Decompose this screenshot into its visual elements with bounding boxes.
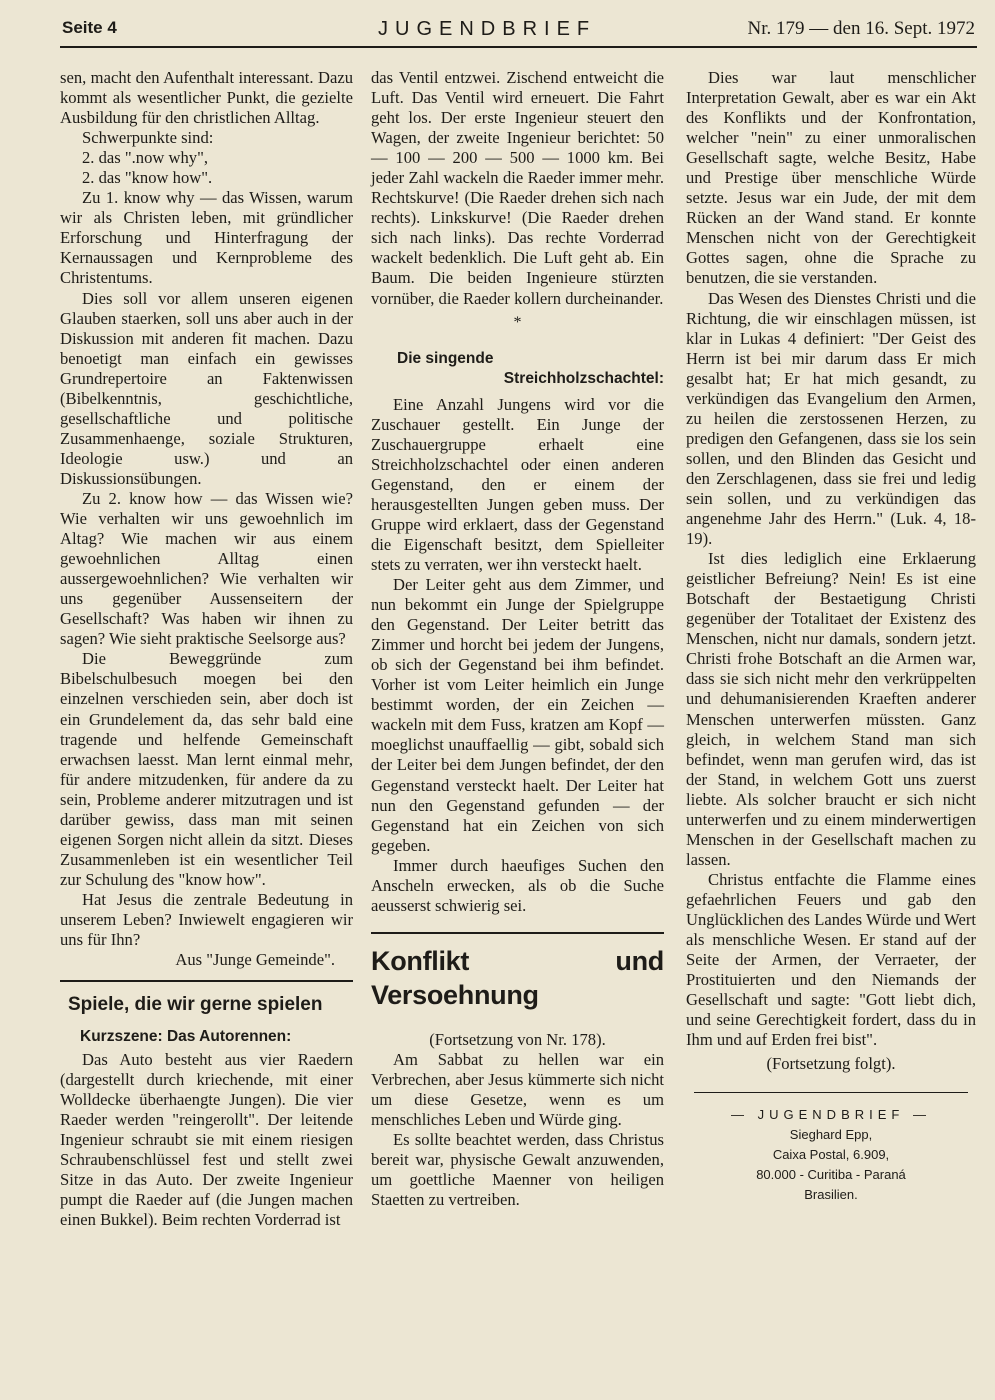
paragraph: Die Beweggründe zum Bibelschulbesuch moegen bei den einzelnen verschieden sein, aber doch ist ein Grundelement da, das sehr bald eine tragende und helfende Gemeinschaft erwachsen laesst. Man lernt einmal mehr, für andere mitzudenken, für andere da zu sein, Probleme anderer mitzutragen und ist darüber gewiss, dass man mit seinen eigenen Sorgen nicht allein da sitzt. Dieses Zusammenleben ist ein wesentlicher Teil zur Schulung des "know how". <box>60 649 353 889</box>
paragraph: Hat Jesus die zentrale Bedeutung in unserem Leben? Inwiewelt engagieren wir uns für Ihn? <box>60 889 353 950</box>
paragraph: Zu 2. know how — das Wissen wie? Wie verhalten wir uns gewoehnlich im Altag? Wie machen wir aus einem gewoehnlichen Alltag einen aussergewoehnlichen? Wie verhalten wir uns gegenüber Aussenseitern der Gesellschaft? Was haben wir ihnen zu sagen? Wie sieht praktische Seelsorge aus? <box>60 488 353 649</box>
imprint <box>686 1105 976 1205</box>
imprint-line: Brasilien. <box>804 1187 858 1203</box>
article-title: Konflikt und Versoehnung <box>371 945 664 1010</box>
issue-date: Nr. 179 — den 16. Sept. 1972 <box>747 18 975 39</box>
paragraph: Es sollte beachtet werden, dass Christus bereit war, physische Gewalt anzuwenden, um goettliche Maenner von heiligen Staetten zu vertreiben. <box>371 1130 664 1210</box>
game-title-line-1: Die singende <box>397 349 494 367</box>
paragraph: Das Wesen des Dienstes Christi und die Richtung, die wir einschlagen müssen, ist klar in Lukas 4 definiert: "Der Geist des Herrn ist bei mir darum dass Er mich gesalbt hat; Er hat mich gesandt, zu verkündigen das Evangelium den Armen, zu heilen die zerstossenen Herzen, zu predigen den Gefangenen, dass sie los sein sollen, und den Blinden das Gesicht und den Zerschlagenen, dass sie frei und ledig sein sollen, und zu verkündigen das angenehme Jahr des Herrn." (Luk. 4, 18-19). <box>686 288 976 549</box>
paragraph: Ist dies lediglich eine Erklaerung geistlicher Befreiung? Nein! Es ist eine Botschaft der Bestaetigung Christi gegenüber der Totalitaet der Existenz des Menschen, nicht nur damals, sondern jetzt. Christi frohe Botschaft an die Armen war, dass sie sich nicht mehr den verkrüppelten und dehumanisierenden Kraeften anderer Menschen unterwerfen müssten. Ganz gleich, in welchem Stand man sich befindet, wenn man gerufen wird, das ist der Stand, in welchem Gott uns zuerst liebte. Als solcher braucht er sich nicht unterwerfen und zu einem minderwertigen Menschen in der Gesellschaft machen zu lassen. <box>686 549 976 869</box>
game-title-line-2: Streichholzschachtel: <box>503 369 664 387</box>
paragraph: Dies war laut menschlicher Interpretation Gewalt, aber es war ein Akt des Konflikts und der Konfrontation, welcher "nein" zu einer unmoralischen Gesellschaft sagte, welche Besitz, Habe und Prestige über menschliche Würde setzte. Jesus war ein Jude, der mit dem Rücken an der Wand stand. Er konnte Menschen nicht von der Gerechtigkeit Gottes sagen, ohne die Sprache zu benutzen, die sie verstanden. <box>686 68 976 288</box>
paragraph: Zu 1. know why — das Wissen, warum wir als Christen leben, mit gründlicher Erforschung und Hinterfragung der Kernaussagen und Kernprobleme des Christentums. <box>60 188 353 288</box>
separator-star: * <box>513 313 522 331</box>
continuation-note: (Fortsetzung folgt). <box>766 1054 896 1074</box>
game-title <box>397 349 664 389</box>
paragraph: Immer durch haeufiges Suchen den Anscheln erwecken, als ob die Suche aeusserst schwierig sei. <box>371 855 664 915</box>
imprint-title: — JUGENDBRIEF — <box>731 1107 931 1123</box>
imprint-line: 80.000 - Curitiba - Paraná <box>756 1167 906 1183</box>
paragraph: sen, macht den Aufenthalt interessant. Dazu kommt als wesentlicher Punkt, die gezielte Ausbildung für den christlichen Alltag. <box>60 68 353 128</box>
paragraph: Der Leiter geht aus dem Zimmer, und nun bekommt ein Junge der Spielgruppe den Gegenstand. Der Leiter betritt das Zimmer und horcht bei jedem der Jungens, ob sich der Gegenstand bei ihm befindet. Vorher ist vom Leiter heimlich ein Junge bestimmt worden, der ein Zeichen — wackeln mit dem Fuss, kratzen am Kopf — moeglichst unauffaellig — gibt, sobald sich der Leiter bei dem Jungen befindet, der den Gegenstand versteckt haelt. Der Leiter hat nun den Gegenstand gefunden — der Gegenstand hat ein Zeichen von sich gegeben. <box>371 575 664 855</box>
continuation-note: (Fortsetzung von Nr. 178). <box>429 1029 606 1049</box>
paragraph: Eine Anzahl Jungens wird vor die Zuschauer gestellt. Ein Junge der Zuschauergruppe erhaelt eine Streichholzschachtel oder einen anderen Gegenstand, den er einem der herausgestellten Jungen geben muss. Der Gruppe wird erklaert, dass der Gegenstand die Eigenschaft besitzt, dem Spielleiter stets zu verraten, wer ihn versteckt haelt. <box>371 394 664 574</box>
page-number: Seite 4 <box>62 18 117 37</box>
paragraph: Am Sabbat zu hellen war ein Verbrechen, aber Jesus kümmerte sich nicht um diese Gesetze, wenn es um menschliches Leben und Würde ging. <box>371 1049 664 1130</box>
imprint-line: Caixa Postal, 6.909, <box>772 1147 890 1163</box>
page-header <box>60 14 977 48</box>
divider <box>371 932 664 934</box>
divider <box>694 1092 968 1093</box>
list-item: 2. das "know how". <box>82 168 213 188</box>
paragraph: das Ventil entzwei. Zischend entweicht die Luft. Das Ventil wird erneuert. Die Fahrt geht los. Der erste Ingenieur steuert den Wagen, der zweite Ingenieur berichtet: 50 — 100 — 200 — 500 — 1000 km. Bei jeder Zahl wackeln die Raeder immer mehr. Rechtskurve! (Die Raeder drehen sich nach rechts). Linkskurve! (Die Raeder drehen sich nach links). Das rechte Vorderrad wackelt bedenklich. Die Luft geht ab. Ein Baum. Die beiden Ingenieure stürzten vornüber, die Raeder kollern durcheinander. <box>371 68 664 308</box>
paragraph: Christus entfachte die Flamme eines gefaehrlichen Feuers und gab den Unglücklichen des Landes Würde und Wert als menschliche Wesen. Er stand auf der Seite der Armen, der Verraeter, der Prostituierten und den Niemands der Gesellschaft und sagte: "Gott liebt dich, und seine Gerechtigkeit fordert, dass du in Ihm und auf Erden frei bist". <box>686 869 976 1050</box>
paragraph: Dies soll vor allem unseren eigenen Glauben staerken, soll uns aber auch in der Diskussion mit anderen fit machen. Dazu benoetigt man einfach ein gewisses Grundrepertoire an Faktenwissen (Bibelkenntnis, geschichtliche, gesellschaftliche und politische Zusammenhaenge, soziale Strukturen, Ideologie usw.) und an Diskussionsübungen. <box>60 288 353 488</box>
section-title: Spiele, die wir gerne spielen <box>68 994 323 1016</box>
list-item: 2. das ".now why", <box>82 148 209 168</box>
paragraph: Das Auto besteht aus vier Raedern (dargestellt durch kriechende, mit einer Wolldecke überhaengte Jungen). Die vier Raeder werden "reingerollt". Der leitende Ingenieur schraubt sie mit einem riesigen Schraubenschlüssel fest und stellt zwei Sitze in das Auto. Der zweite Ingenieur pumpt die Raeder auf (die Jungen machen einen Bukkel). Beim rechten Vorderrad ist <box>60 1050 353 1230</box>
column-1 <box>60 68 353 1231</box>
imprint-line: Sieghard Epp, <box>789 1127 873 1143</box>
newsletter-title: JUGENDBRIEF <box>378 18 597 40</box>
divider <box>60 980 353 982</box>
column-2 <box>371 68 664 1210</box>
subsection-title: Kurzszene: Das Autorennen: <box>80 1028 292 1046</box>
source-attribution: Aus "Junge Gemeinde". <box>175 950 335 970</box>
paragraph: Schwerpunkte sind: <box>82 128 214 148</box>
column-3 <box>686 68 976 1205</box>
